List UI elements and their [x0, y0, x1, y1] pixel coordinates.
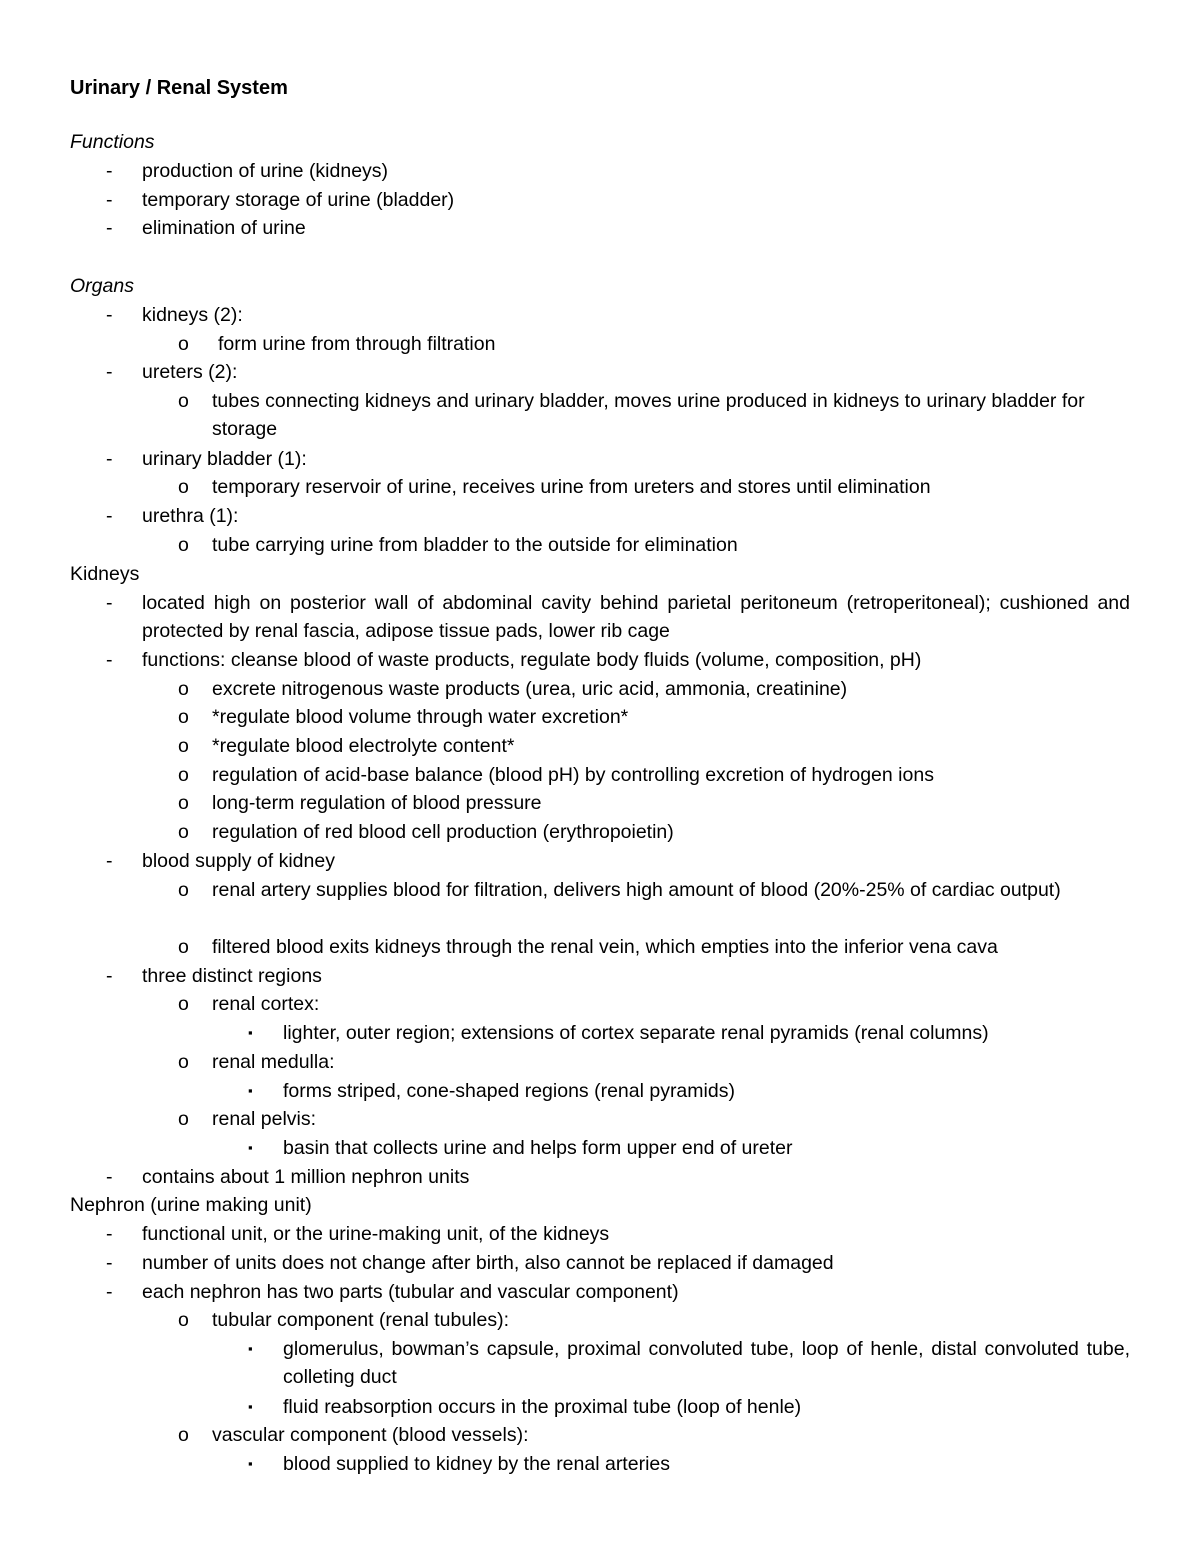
region-label: renal cortex: — [212, 993, 320, 1015]
region-label: renal pelvis: — [212, 1108, 317, 1130]
tubular-component-label: tubular component (renal tubules): — [212, 1309, 510, 1331]
bullet-dash: - — [106, 1252, 113, 1274]
regions-label: three distinct regions — [142, 965, 322, 987]
functions-heading: Functions — [70, 131, 155, 153]
bullet-circle: o — [178, 879, 189, 901]
nephron-count: contains about 1 million nephron units — [142, 1166, 470, 1188]
bullet-circle: o — [178, 936, 189, 958]
bullet-square: ▪ — [248, 1083, 253, 1098]
functions-item: production of urine (kidneys) — [142, 160, 389, 182]
organ-label: ureters (2): — [142, 361, 238, 383]
bullet-circle: o — [178, 821, 189, 843]
vascular-component-label: vascular component (blood vessels): — [212, 1424, 529, 1446]
tubular-component-item: fluid reabsorption occurs in the proximal tube (loop of henle) — [283, 1396, 802, 1418]
kidney-function-item: *regulate blood volume through water excretion* — [212, 706, 629, 728]
bullet-circle: o — [178, 706, 189, 728]
kidney-function-item: long-term regulation of blood pressure — [212, 792, 542, 814]
functions-item: elimination of urine — [142, 217, 306, 239]
bullet-square: ▪ — [248, 1399, 253, 1414]
bullet-dash: - — [106, 1281, 113, 1303]
bullet-square: ▪ — [248, 1456, 253, 1471]
kidneys-heading: Kidneys — [70, 563, 140, 585]
kidney-function-item: excrete nitrogenous waste products (urea, uric acid, ammonia, creatinine) — [212, 678, 848, 700]
bullet-circle: o — [178, 1051, 189, 1073]
nephron-item: each nephron has two parts (tubular and vascular component) — [142, 1281, 679, 1303]
region-description: forms striped, cone-shaped regions (renal pyramids) — [283, 1080, 735, 1102]
kidney-function-item: regulation of acid-base balance (blood pH) by controlling excretion of hydrogen ions — [212, 764, 934, 786]
organ-description: tube carrying urine from bladder to the outside for elimination — [212, 534, 738, 556]
bullet-circle: o — [178, 1309, 189, 1331]
organ-description: tubes connecting kidneys and urinary bladder, moves urine produced in kidneys to urinary bladder for storage — [212, 390, 1085, 440]
organ-description: form urine from through filtration — [218, 333, 496, 355]
functions-item: temporary storage of urine (bladder) — [142, 189, 455, 211]
organ-label: urinary bladder (1): — [142, 448, 307, 470]
blood-supply-label: blood supply of kidney — [142, 850, 335, 872]
organs-heading: Organs — [70, 275, 134, 297]
bullet-dash: - — [106, 592, 113, 614]
organ-label: kidneys (2): — [142, 304, 243, 326]
bullet-circle: o — [178, 390, 189, 412]
bullet-dash: - — [106, 448, 113, 470]
bullet-dash: - — [106, 850, 113, 872]
bullet-square: ▪ — [248, 1341, 253, 1356]
bullet-circle: o — [178, 534, 189, 556]
page-title: Urinary / Renal System — [70, 77, 288, 99]
bullet-dash: - — [106, 217, 113, 239]
bullet-circle: o — [178, 1424, 189, 1446]
kidney-function-item: *regulate blood electrolyte content* — [212, 735, 515, 757]
bullet-circle: o — [178, 476, 189, 498]
blood-supply-item: renal artery supplies blood for filtration, delivers high amount of blood (20%-25% of cardiac output) — [212, 879, 1061, 901]
blood-supply-item: filtered blood exits kidneys through the renal vein, which empties into the inferior vena cava — [212, 936, 998, 958]
bullet-circle: o — [178, 1108, 189, 1130]
organ-description: temporary reservoir of urine, receives urine from ureters and stores until elimination — [212, 476, 931, 498]
bullet-dash: - — [106, 505, 113, 527]
bullet-dash: - — [106, 1166, 113, 1188]
organ-label: urethra (1): — [142, 505, 239, 527]
bullet-dash: - — [106, 1223, 113, 1245]
bullet-dash: - — [106, 189, 113, 211]
region-description: basin that collects urine and helps form upper end of ureter — [283, 1137, 793, 1159]
region-description: lighter, outer region; extensions of cortex separate renal pyramids (renal columns) — [283, 1022, 989, 1044]
tubular-component-item: glomerulus, bowman’s capsule, proximal convoluted tube, loop of henle, distal convoluted tube, colleting duct — [283, 1338, 1130, 1388]
bullet-dash: - — [106, 965, 113, 987]
nephron-item: number of units does not change after birth, also cannot be replaced if damaged — [142, 1252, 834, 1274]
bullet-dash: - — [106, 304, 113, 326]
bullet-circle: o — [178, 764, 189, 786]
kidney-functions-label: functions: cleanse blood of waste products, regulate body fluids (volume, composition, pH) — [142, 649, 922, 671]
nephron-item: functional unit, or the urine-making unit, of the kidneys — [142, 1223, 610, 1245]
bullet-circle: o — [178, 735, 189, 757]
bullet-circle: o — [178, 333, 189, 355]
vascular-component-item: blood supplied to kidney by the renal arteries — [283, 1453, 670, 1475]
region-label: renal medulla: — [212, 1051, 335, 1073]
nephron-heading: Nephron (urine making unit) — [70, 1194, 312, 1216]
bullet-dash: - — [106, 160, 113, 182]
bullet-circle: o — [178, 792, 189, 814]
bullet-circle: o — [178, 678, 189, 700]
bullet-square: ▪ — [248, 1140, 253, 1155]
bullet-dash: - — [106, 361, 113, 383]
kidney-location: located high on posterior wall of abdominal cavity behind parietal peritoneum (retroperitoneal); cushioned and protected by renal fascia, adipose tissue pads, lower rib cage — [142, 592, 1130, 642]
kidney-function-item: regulation of red blood cell production (erythropoietin) — [212, 821, 674, 843]
bullet-circle: o — [178, 993, 189, 1015]
bullet-square: ▪ — [248, 1025, 253, 1040]
bullet-dash: - — [106, 649, 113, 671]
